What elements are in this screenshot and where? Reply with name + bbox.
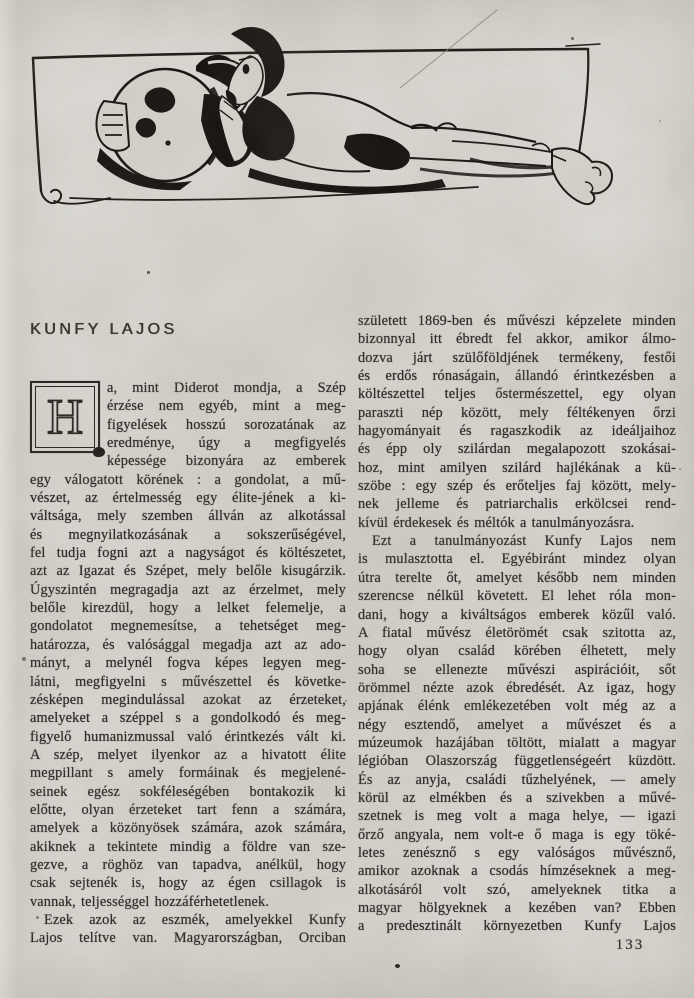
text-line: vannak, teljességgel hozzáférhetetlenek. xyxy=(30,893,270,910)
text-line: eredménye, úgy a megfigyelés xyxy=(107,435,346,452)
text-line: négy esztendő, amelyet a művészet és a xyxy=(358,716,676,733)
text-line: határozza, és valósággal megadja azt az ado- xyxy=(30,636,346,653)
text-line: vészet, az értelmesség egy élite-jének a ki- xyxy=(30,490,346,507)
text-line: seinek egész sokféleségében bontakozik ki xyxy=(30,783,346,800)
ink-speck xyxy=(36,916,39,919)
text-line: nek jelleme és patriarchalis erkölcsei rend- xyxy=(358,496,676,513)
ink-speck xyxy=(147,271,150,274)
ink-speck xyxy=(659,120,661,122)
text-line: hoz, mint amilyen szilárd hajlékának a kü- xyxy=(358,459,676,476)
text-line: körül az elmékben és a szivekben a művé- xyxy=(358,789,676,806)
svg-text:H: H xyxy=(46,388,84,444)
text-line: megpillant s amely formáinak és megjelené- xyxy=(30,765,346,782)
text-line: azt az Igazat és Szépet, mely belőle kisugárzik. xyxy=(30,563,346,580)
text-line: kívül érdekesek és méltók a tanulmányozásra. xyxy=(358,514,635,531)
text-line: dani, hogy a kiváltságos emberek közűl való. xyxy=(358,606,676,623)
text-line: és megnyilatkozásának a sokszerűségével, xyxy=(30,526,346,543)
text-line: is mulasztotta el. Egyébiránt mindez olyan xyxy=(358,551,676,568)
text-line: egy válogatott körének : a gondolat, a mű- xyxy=(30,471,346,488)
text-line: alkotásáról volt szó, amelyeknek titka a xyxy=(358,881,676,898)
text-line: Úgyszintén megragadja azt az érzelmet, mely xyxy=(30,581,346,598)
left-column xyxy=(30,379,346,948)
right-column xyxy=(358,312,676,936)
text-line: légióban Olaszország függetlenségeért küzdött. xyxy=(358,753,676,770)
ink-speck xyxy=(679,468,681,470)
text-line: zésképen megindulással azokat az érzeteket, xyxy=(30,691,346,708)
text-line: gondolatot megnemesítse, a tehetséget meg- xyxy=(30,618,346,635)
text-line: váltsága, mely szemben állván az alkotással xyxy=(30,508,346,525)
text-line: amelyeket a széppel s a gondolkodó és meg- xyxy=(30,710,346,727)
paragraph xyxy=(30,471,346,911)
text-line: szetnek is meg volt a maga helye, — igazi xyxy=(358,808,676,825)
text-line: figyelő humanizmussal való érintkezés vált ki. xyxy=(30,728,346,745)
ink-speck xyxy=(345,700,347,702)
ink-speck xyxy=(395,964,400,968)
text-line: gezve, a röghöz van tapadva, anélkül, hogy xyxy=(30,856,346,873)
page-number: 133 xyxy=(615,937,645,953)
text-line: És az anyja, családi tűzhelyének, — amely xyxy=(358,771,676,788)
text-line: paraszti nép között, mely féltékenyen őrzi xyxy=(358,404,676,421)
text-line: dozva járt szülőföldjének termékeny, festői xyxy=(358,349,676,366)
text-line: útra terelte őt, amelyet később nem minden xyxy=(358,569,676,586)
illustration xyxy=(0,0,694,240)
text-line: szerencse nélkül követett. El lehet róla mon- xyxy=(358,588,676,605)
drop-cap-letter xyxy=(35,386,94,447)
text-line: örömmel nézte azok ébredését. Az igaz, hogy xyxy=(358,679,676,696)
text-line: mányt, a melynél fogva képes legyen meg- xyxy=(30,655,346,672)
paragraph xyxy=(30,911,346,948)
text-line: A fiatal művész életörömét csak szitotta az, xyxy=(358,624,676,641)
ink-speck xyxy=(571,37,574,40)
text-line: belőle kirezdül, hogy a lelket felemelje, a xyxy=(30,600,346,617)
text-line: amikor azoknak a csodás hímzéseknek a meg- xyxy=(358,863,676,880)
text-line: és erdős rónaságain, állandó érintkezésben a xyxy=(358,368,676,385)
article-title: KUNFY LAJOS xyxy=(30,321,178,338)
text-line: akiknek a tekintete mindig a földre van sze- xyxy=(30,838,346,855)
text-line: múzeumok hazájában töltött, mialatt a magyar xyxy=(358,734,676,751)
text-line: és épp oly szilárdan megalapozott szokásai- xyxy=(358,441,676,458)
text-line: a, mint Diderot mondja, a Szép xyxy=(107,380,346,396)
text-line: Ezt a tanulmányozást Kunfy Lajos nem xyxy=(372,533,676,550)
text-line: érzése nem egyéb, mint a meg- xyxy=(107,398,346,415)
text-line: soha se ellenezte művészi aspirációit, sőt xyxy=(358,661,676,678)
text-line: fel tudja fogni azt a nagyságot és költészetet, xyxy=(30,545,346,562)
text-line: hogy olyan család körében élhetett, mely xyxy=(358,643,676,660)
paragraph xyxy=(358,312,676,532)
text-line: képessége bizonyára az emberek xyxy=(107,453,346,470)
text-line: csak sejtenék is, hogy az égen csillagok is xyxy=(30,875,346,892)
text-line: született 1869-ben és művészi képzelete minden xyxy=(358,313,676,329)
text-line: letes zenésznő s egy valóságos művésznő, xyxy=(358,844,676,861)
text-line: magyar hölgyeknek a kezében van? Ebben xyxy=(358,900,676,916)
text-line: apjának élénk emlékezetében volt még az a xyxy=(358,698,676,715)
drop-cap xyxy=(30,381,100,453)
paragraph xyxy=(358,532,676,936)
text-line: őrző angyala, nem volt-e ő maga is egy töké- xyxy=(358,826,676,843)
text-line: figyelések hosszú sorozatának az xyxy=(107,416,346,433)
text-line: A szép, melyet ilyenkor az a hivatott élite xyxy=(30,746,346,763)
ink-speck xyxy=(22,657,26,661)
text-line: előtte, olyan érzeteket tart fenn a számára, xyxy=(30,801,346,818)
text-line: költészettel teljes őstermészettel, egy olyan xyxy=(358,386,676,403)
text-line: szöbe : egy szép és erőteljes faj között, mely- xyxy=(358,478,676,495)
text-line: hagyományait és ragaszkodik az ideáljaihoz xyxy=(358,423,676,440)
text-line: a predesztinált környezetben Kunfy Lajos xyxy=(358,918,676,935)
text-line: látni, megfigyelni s művészettel és követke- xyxy=(30,673,346,690)
text-line: Lajos telítve van. Magyarországban, Orciban xyxy=(30,930,346,947)
text-line: bizonnyal itt ébredt fel akkor, amikor álmo- xyxy=(358,331,676,348)
text-line: amelyek a közönyösek számára, azok számára, xyxy=(30,820,346,837)
text-line: Ezek azok az eszmék, amelyekkel Kunfy xyxy=(44,911,346,928)
